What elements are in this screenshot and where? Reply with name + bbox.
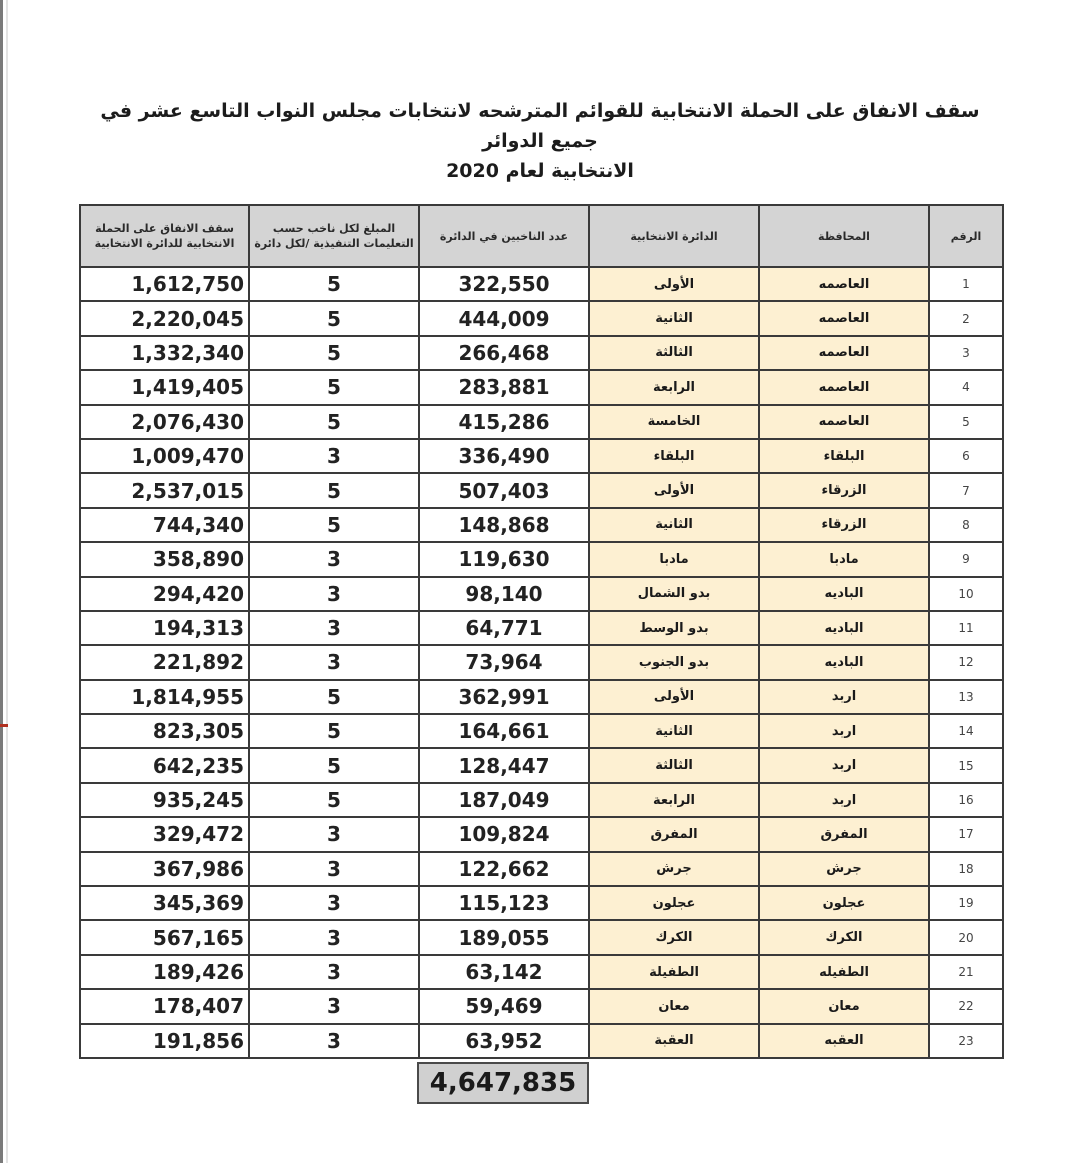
- row-cap: [80, 336, 249, 370]
- table-row: [80, 439, 1003, 473]
- table-row: [80, 886, 1003, 920]
- header-district: الدائرة الانتخابية: [589, 205, 759, 267]
- row-district: معان: [589, 989, 759, 1023]
- table-row: [80, 370, 1003, 404]
- cap-value: 823,305: [152, 719, 244, 744]
- cap-value: 567,165: [152, 925, 244, 950]
- cap-value: 329,472: [152, 822, 244, 847]
- row-district: الثانية: [589, 508, 759, 542]
- cap-value: 1,419,405: [131, 375, 244, 400]
- row-cap: [80, 714, 249, 748]
- row-rate: 5: [249, 336, 419, 370]
- row-district: الكرك: [589, 920, 759, 954]
- row-governorate: الباديه: [759, 611, 929, 645]
- header-row: [80, 205, 1003, 267]
- row-rate: 5: [249, 783, 419, 817]
- table-row: [80, 748, 1003, 782]
- row-voters: 119,630: [419, 542, 589, 576]
- row-cap: [80, 611, 249, 645]
- row-voters: 63,952: [419, 1024, 589, 1058]
- row-cap: [80, 577, 249, 611]
- row-voters: 189,055: [419, 920, 589, 954]
- row-district: جرش: [589, 852, 759, 886]
- table-row: [80, 267, 1003, 301]
- row-governorate: الباديه: [759, 577, 929, 611]
- document-title: [100, 96, 980, 186]
- row-rate: 5: [249, 680, 419, 714]
- page-edge-shadow: [0, 0, 3, 1163]
- row-rate: 5: [249, 473, 419, 507]
- row-governorate: اربد: [759, 714, 929, 748]
- row-voters: 164,661: [419, 714, 589, 748]
- row-cap: [80, 439, 249, 473]
- row-district: الثالثة: [589, 336, 759, 370]
- header-rate: المبلغ لكل ناخب حسب التعليمات التنفيذية /لكل دائرة: [249, 205, 419, 267]
- edge-marker: [0, 724, 8, 727]
- row-rate: 3: [249, 955, 419, 989]
- row-rate: 3: [249, 920, 419, 954]
- table-body: [80, 267, 1003, 1058]
- table-row: [80, 955, 1003, 989]
- row-voters: 73,964: [419, 645, 589, 679]
- cap-value: 1,612,750: [131, 272, 244, 297]
- cap-value: 294,420: [152, 581, 244, 606]
- row-cap: [80, 473, 249, 507]
- row-governorate: العاصمه: [759, 267, 929, 301]
- row-index: 14: [929, 714, 1003, 748]
- header-cap: سقف الانفاق على الحملة الانتخابية للدائرة الانتخابية: [80, 205, 249, 267]
- table-row: [80, 611, 1003, 645]
- row-voters: 115,123: [419, 886, 589, 920]
- row-cap: [80, 852, 249, 886]
- row-index: 3: [929, 336, 1003, 370]
- row-voters: 507,403: [419, 473, 589, 507]
- row-district: الخامسة: [589, 405, 759, 439]
- table-row: [80, 577, 1003, 611]
- row-rate: 3: [249, 439, 419, 473]
- table-row: [80, 714, 1003, 748]
- cap-value: 1,814,955: [131, 684, 244, 709]
- row-voters: 415,286: [419, 405, 589, 439]
- table-row: [80, 336, 1003, 370]
- row-district: الثانية: [589, 714, 759, 748]
- row-cap: [80, 955, 249, 989]
- cap-value: 2,220,045: [131, 306, 244, 331]
- row-cap: [80, 645, 249, 679]
- row-index: 6: [929, 439, 1003, 473]
- header-index: الرقم: [929, 205, 1003, 267]
- row-rate: 3: [249, 577, 419, 611]
- row-index: 18: [929, 852, 1003, 886]
- row-governorate: عجلون: [759, 886, 929, 920]
- row-cap: [80, 817, 249, 851]
- cap-value: 1,009,470: [131, 444, 244, 469]
- row-index: 12: [929, 645, 1003, 679]
- row-index: 13: [929, 680, 1003, 714]
- row-rate: 5: [249, 508, 419, 542]
- row-rate: 3: [249, 852, 419, 886]
- table-row: [80, 405, 1003, 439]
- row-index: 17: [929, 817, 1003, 851]
- row-district: الأولى: [589, 473, 759, 507]
- row-cap: [80, 405, 249, 439]
- row-voters: 64,771: [419, 611, 589, 645]
- row-index: 1: [929, 267, 1003, 301]
- cap-value: 744,340: [152, 512, 244, 537]
- cap-value: 345,369: [152, 891, 244, 916]
- row-governorate: معان: [759, 989, 929, 1023]
- row-cap: [80, 370, 249, 404]
- title-line-2: الانتخابية لعام 2020: [446, 160, 634, 182]
- row-governorate: العقبه: [759, 1024, 929, 1058]
- row-rate: 5: [249, 267, 419, 301]
- row-rate: 3: [249, 886, 419, 920]
- table-row: [80, 508, 1003, 542]
- row-index: 20: [929, 920, 1003, 954]
- row-governorate: اربد: [759, 680, 929, 714]
- row-cap: [80, 783, 249, 817]
- title-line-1: سقف الانفاق على الحملة الانتخابية للقوائم المترشحه لانتخابات مجلس النواب التاسع عشر في جميع الدوائر: [100, 100, 980, 152]
- row-rate: 5: [249, 301, 419, 335]
- row-governorate: جرش: [759, 852, 929, 886]
- row-district: العقبة: [589, 1024, 759, 1058]
- row-voters: 362,991: [419, 680, 589, 714]
- row-index: 5: [929, 405, 1003, 439]
- row-district: الرابعة: [589, 370, 759, 404]
- row-governorate: مادبا: [759, 542, 929, 576]
- row-voters: 444,009: [419, 301, 589, 335]
- cap-value: 221,892: [152, 650, 244, 675]
- row-voters: 148,868: [419, 508, 589, 542]
- row-district: الطفيلة: [589, 955, 759, 989]
- row-district: الأولى: [589, 680, 759, 714]
- row-governorate: المفرق: [759, 817, 929, 851]
- row-voters: 59,469: [419, 989, 589, 1023]
- cap-value: 642,235: [152, 753, 244, 778]
- row-governorate: العاصمه: [759, 301, 929, 335]
- cap-value: 2,537,015: [131, 478, 244, 503]
- row-voters: 336,490: [419, 439, 589, 473]
- row-index: 8: [929, 508, 1003, 542]
- table-row: [80, 783, 1003, 817]
- cap-value: 367,986: [152, 856, 244, 881]
- cap-value: 2,076,430: [131, 409, 244, 434]
- row-governorate: العاصمه: [759, 370, 929, 404]
- table-row: [80, 852, 1003, 886]
- row-district: الثالثة: [589, 748, 759, 782]
- row-district: المفرق: [589, 817, 759, 851]
- row-rate: 5: [249, 370, 419, 404]
- row-district: الأولى: [589, 267, 759, 301]
- row-index: 21: [929, 955, 1003, 989]
- cap-value: 358,890: [152, 547, 244, 572]
- table-row: [80, 542, 1003, 576]
- row-governorate: العاصمه: [759, 336, 929, 370]
- row-voters: 322,550: [419, 267, 589, 301]
- page-edge-line: [6, 0, 8, 1163]
- row-rate: 5: [249, 405, 419, 439]
- row-voters: 128,447: [419, 748, 589, 782]
- row-governorate: اربد: [759, 783, 929, 817]
- row-rate: 3: [249, 817, 419, 851]
- table-row: [80, 920, 1003, 954]
- total-voters-cell: 4,647,835: [417, 1062, 589, 1104]
- row-index: 10: [929, 577, 1003, 611]
- header-governorate: المحافظة: [759, 205, 929, 267]
- row-cap: [80, 301, 249, 335]
- row-rate: 3: [249, 611, 419, 645]
- row-cap: [80, 267, 249, 301]
- row-rate: 3: [249, 989, 419, 1023]
- cap-value: 935,245: [152, 788, 244, 813]
- table-row: [80, 1024, 1003, 1058]
- row-cap: [80, 920, 249, 954]
- row-index: 9: [929, 542, 1003, 576]
- row-governorate: الزرقاء: [759, 473, 929, 507]
- row-rate: 3: [249, 645, 419, 679]
- cap-value: 194,313: [152, 616, 244, 641]
- row-district: بدو الجنوب: [589, 645, 759, 679]
- spending-cap-table: [79, 204, 1004, 1059]
- row-index: 15: [929, 748, 1003, 782]
- row-cap: [80, 508, 249, 542]
- row-governorate: البلقاء: [759, 439, 929, 473]
- cap-value: 1,332,340: [131, 340, 244, 365]
- cap-value: 191,856: [152, 1028, 244, 1053]
- table-row: [80, 473, 1003, 507]
- row-cap: [80, 680, 249, 714]
- row-voters: 266,468: [419, 336, 589, 370]
- row-cap: [80, 886, 249, 920]
- row-rate: 3: [249, 1024, 419, 1058]
- table-row: [80, 645, 1003, 679]
- row-voters: 98,140: [419, 577, 589, 611]
- row-voters: 122,662: [419, 852, 589, 886]
- table-row: [80, 301, 1003, 335]
- row-rate: 5: [249, 748, 419, 782]
- row-rate: 5: [249, 714, 419, 748]
- row-cap: [80, 748, 249, 782]
- row-voters: 109,824: [419, 817, 589, 851]
- row-cap: [80, 989, 249, 1023]
- row-voters: 187,049: [419, 783, 589, 817]
- row-index: 4: [929, 370, 1003, 404]
- table-row: [80, 680, 1003, 714]
- cap-value: 189,426: [152, 960, 244, 984]
- row-rate: 3: [249, 542, 419, 576]
- row-district: مادبا: [589, 542, 759, 576]
- row-governorate: الباديه: [759, 645, 929, 679]
- row-governorate: الطفيله: [759, 955, 929, 989]
- header-voters: عدد الناخبين في الدائرة: [419, 205, 589, 267]
- row-index: 2: [929, 301, 1003, 335]
- row-cap: [80, 542, 249, 576]
- row-index: 7: [929, 473, 1003, 507]
- row-district: بدو الوسط: [589, 611, 759, 645]
- row-governorate: الزرقاء: [759, 508, 929, 542]
- row-governorate: العاصمه: [759, 405, 929, 439]
- row-index: 16: [929, 783, 1003, 817]
- row-index: 11: [929, 611, 1003, 645]
- row-cap: [80, 1024, 249, 1058]
- row-district: البلقاء: [589, 439, 759, 473]
- row-index: 22: [929, 989, 1003, 1023]
- row-governorate: اربد: [759, 748, 929, 782]
- row-district: الثانية: [589, 301, 759, 335]
- row-index: 23: [929, 1024, 1003, 1058]
- cap-value: 178,407: [152, 994, 244, 1019]
- row-district: بدو الشمال: [589, 577, 759, 611]
- row-governorate: الكرك: [759, 920, 929, 954]
- row-index: 19: [929, 886, 1003, 920]
- row-district: عجلون: [589, 886, 759, 920]
- row-voters: 63,142: [419, 955, 589, 989]
- row-voters: 283,881: [419, 370, 589, 404]
- table-row: [80, 989, 1003, 1023]
- row-district: الرابعة: [589, 783, 759, 817]
- table-row: [80, 817, 1003, 851]
